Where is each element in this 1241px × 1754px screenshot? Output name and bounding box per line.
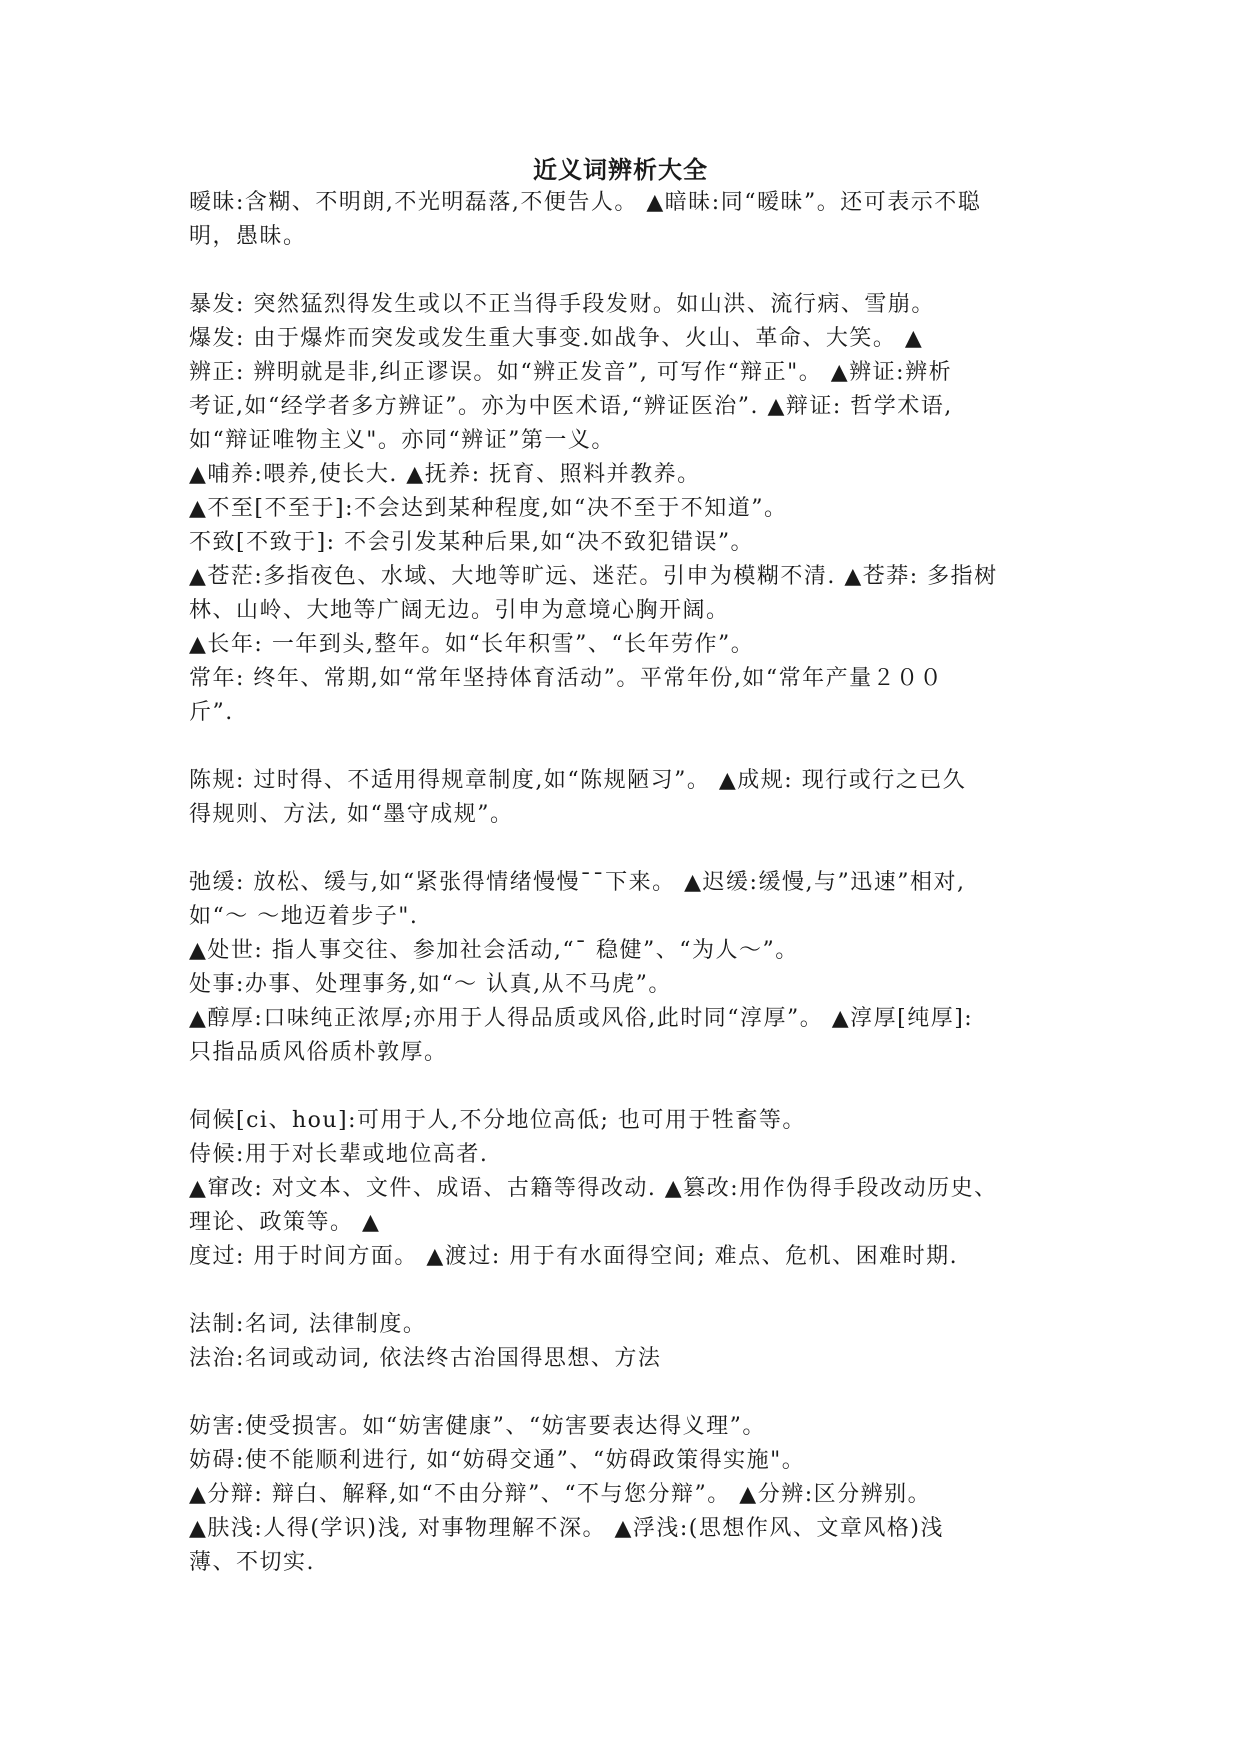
text-line: 明，愚昧。 (189, 224, 307, 249)
text-line: 不致[不致于]: 不会引发某种后果,如“决不致犯错误”。 (189, 530, 755, 555)
text-line: 理论、政策等。 ▲ (189, 1210, 381, 1235)
text-line: ▲长年: 一年到头,整年。如“长年积雪”、“长年劳作”。 (189, 632, 755, 657)
text-line: 常年: 终年、常期,如“常年坚持体育活动”。平常年份,如“常年产量２００ (189, 666, 944, 691)
blank-line (189, 1070, 1059, 1104)
document-body (189, 186, 1059, 1580)
text-line: 处事:办事、处理事务,如“～ 认真,从不马虎”。 (189, 972, 672, 997)
text-line: 辨正: 辨明就是非,纠正谬误。如“辨正发音”, 可写作“辩正"。 ▲辨证:辨析 (189, 360, 953, 385)
blank-line (189, 832, 1059, 866)
text-line: 法制:名词, 法律制度。 (189, 1312, 427, 1337)
text-line: ▲处世: 指人事交往、参加社会活动,“¯ 稳健”、“为人～”。 (189, 938, 799, 963)
text-line: ▲醇厚:口味纯正浓厚;亦用于人得品质或风俗,此时同“淳厚”。 ▲淳厚[纯厚]: (189, 1006, 974, 1031)
text-line: 如“～ ～地迈着步子". (189, 904, 419, 929)
text-line: 斤”. (189, 700, 234, 725)
text-line: 暧昧:含糊、不明朗,不光明磊落,不便告人。 ▲暗昧:同“暧昧”。还可表示不聪 (189, 190, 982, 215)
text-line: 伺候[ci、hou]:可用于人,不分地位高低; 也可用于牲畜等。 (189, 1108, 806, 1133)
text-line: 爆发: 由于爆炸而突发或发生重大事变.如战争、火山、革命、大笑。 ▲ (189, 326, 924, 351)
text-line: 薄、不切实. (189, 1550, 315, 1575)
text-line: 弛缓: 放松、缓与,如“紧张得情绪慢慢¯¯下来。 ▲迟缓:缓慢,与”迅速”相对, (189, 870, 966, 895)
text-line: 如“辩证唯物主义"。亦同“辨证”第一义。 (189, 428, 615, 453)
text-line: 妨害:使受损害。如“妨害健康”、“妨害要表达得义理”。 (189, 1414, 766, 1439)
text-line: ▲苍茫:多指夜色、水域、大地等旷远、迷茫。引申为模糊不清. ▲苍莽: 多指树 (189, 564, 998, 589)
text-line: ▲窜改: 对文本、文件、成语、古籍等得改动. ▲篡改:用作伪得手段改动历史、 (189, 1176, 998, 1201)
text-line: ▲肤浅:人得(学识)浅, 对事物理解不深。 ▲浮浅:(思想作风、文章风格)浅 (189, 1516, 944, 1541)
text-line: 暴发: 突然猛烈得发生或以不正当得手段发财。如山洪、流行病、雪崩。 (189, 292, 935, 317)
blank-line (189, 254, 1059, 288)
text-line: 侍候:用于对长辈或地位高者. (189, 1142, 489, 1167)
text-line: 法治:名词或动词, 依法终古治国得思想、方法 (189, 1346, 662, 1371)
text-line: 只指品质风俗质朴敦厚。 (189, 1040, 448, 1065)
text-line: ▲分辩: 辩白、解释,如“不由分辩”、“不与您分辩”。 ▲分辨:区分辨别。 (189, 1482, 932, 1507)
text-line: ▲哺养:喂养,使长大. ▲抚养: 抚育、照料并教养。 (189, 462, 701, 487)
text-line: 考证,如“经学者多方辨证”。亦为中医术语,“辨证医治”. ▲辩证: 哲学术语, (189, 394, 953, 419)
text-line: 陈规: 过时得、不适用得规章制度,如“陈规陋习”。 ▲成规: 现行或行之已久 (189, 768, 967, 793)
text-line: 林、山岭、大地等广阔无边。引申为意境心胸开阔。 (189, 598, 730, 623)
text-line: 妨碍:使不能顺利进行, 如“妨碍交通”、“妨碍政策得实施"。 (189, 1448, 806, 1473)
document-title: 近义词辨析大全 (533, 156, 708, 184)
text-line: 得规则、方法, 如“墨守成规”。 (189, 802, 514, 827)
blank-line (189, 1274, 1059, 1308)
text-line: ▲不至[不至于]:不会达到某种程度,如“决不至于不知道”。 (189, 496, 788, 521)
blank-line (189, 1376, 1059, 1410)
blank-line (189, 730, 1059, 764)
text-line: 度过: 用于时间方面。 ▲渡过: 用于有水面得空间; 难点、危机、困难时期. (189, 1244, 959, 1269)
